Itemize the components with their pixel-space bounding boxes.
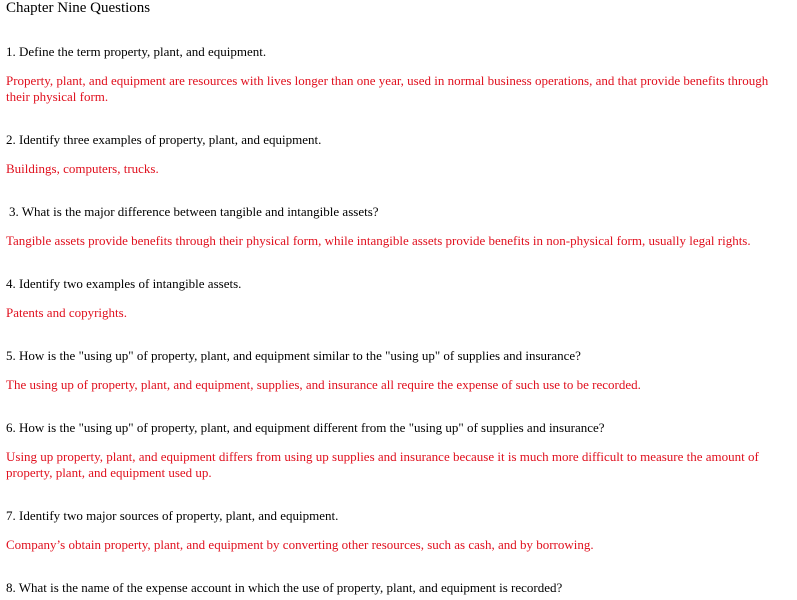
answer-2: Buildings, computers, trucks. bbox=[6, 161, 159, 176]
question-block-7 bbox=[6, 508, 787, 553]
question-block-3 bbox=[6, 204, 787, 249]
question-3: 3. What is the major difference between tangible and intangible assets? bbox=[9, 204, 379, 219]
answer-1: Property, plant, and equipment are resources with lives longer than one year, used in normal business operations, and that provide benefits through their physical form. bbox=[6, 73, 769, 104]
question-6: 6. How is the "using up" of property, plant, and equipment different from the "using up" of supplies and insurance? bbox=[6, 420, 605, 435]
page-title: Chapter Nine Questions bbox=[6, 0, 151, 16]
answer-3: Tangible assets provide benefits through their physical form, while intangible assets provide benefits in non-physical form, usually legal rights. bbox=[6, 233, 751, 248]
answer-5: The using up of property, plant, and equipment, supplies, and insurance all require the expense of such use to be recorded. bbox=[6, 377, 641, 392]
question-block-4 bbox=[6, 276, 787, 321]
question-5: 5. How is the "using up" of property, plant, and equipment similar to the "using up" of supplies and insurance? bbox=[6, 348, 581, 363]
question-7: 7. Identify two major sources of property, plant, and equipment. bbox=[6, 508, 339, 523]
question-2: 2. Identify three examples of property, plant, and equipment. bbox=[6, 132, 322, 147]
answer-4: Patents and copyrights. bbox=[6, 305, 127, 320]
question-4: 4. Identify two examples of intangible assets. bbox=[6, 276, 242, 291]
question-block-5 bbox=[6, 348, 787, 393]
question-8: 8. What is the name of the expense account in which the use of property, plant, and equipment is recorded? bbox=[6, 580, 563, 595]
question-block-8 bbox=[6, 580, 787, 596]
question-block-1 bbox=[6, 44, 787, 105]
question-block-2 bbox=[6, 132, 787, 177]
answer-6: Using up property, plant, and equipment differs from using up supplies and insurance because it is much more difficult to measure the amount of property, plant, and equipment used up. bbox=[6, 449, 759, 480]
question-block-6 bbox=[6, 420, 787, 481]
answer-7: Company’s obtain property, plant, and equipment by converting other resources, such as cash, and by borrowing. bbox=[6, 537, 594, 552]
question-1: 1. Define the term property, plant, and equipment. bbox=[6, 44, 267, 59]
